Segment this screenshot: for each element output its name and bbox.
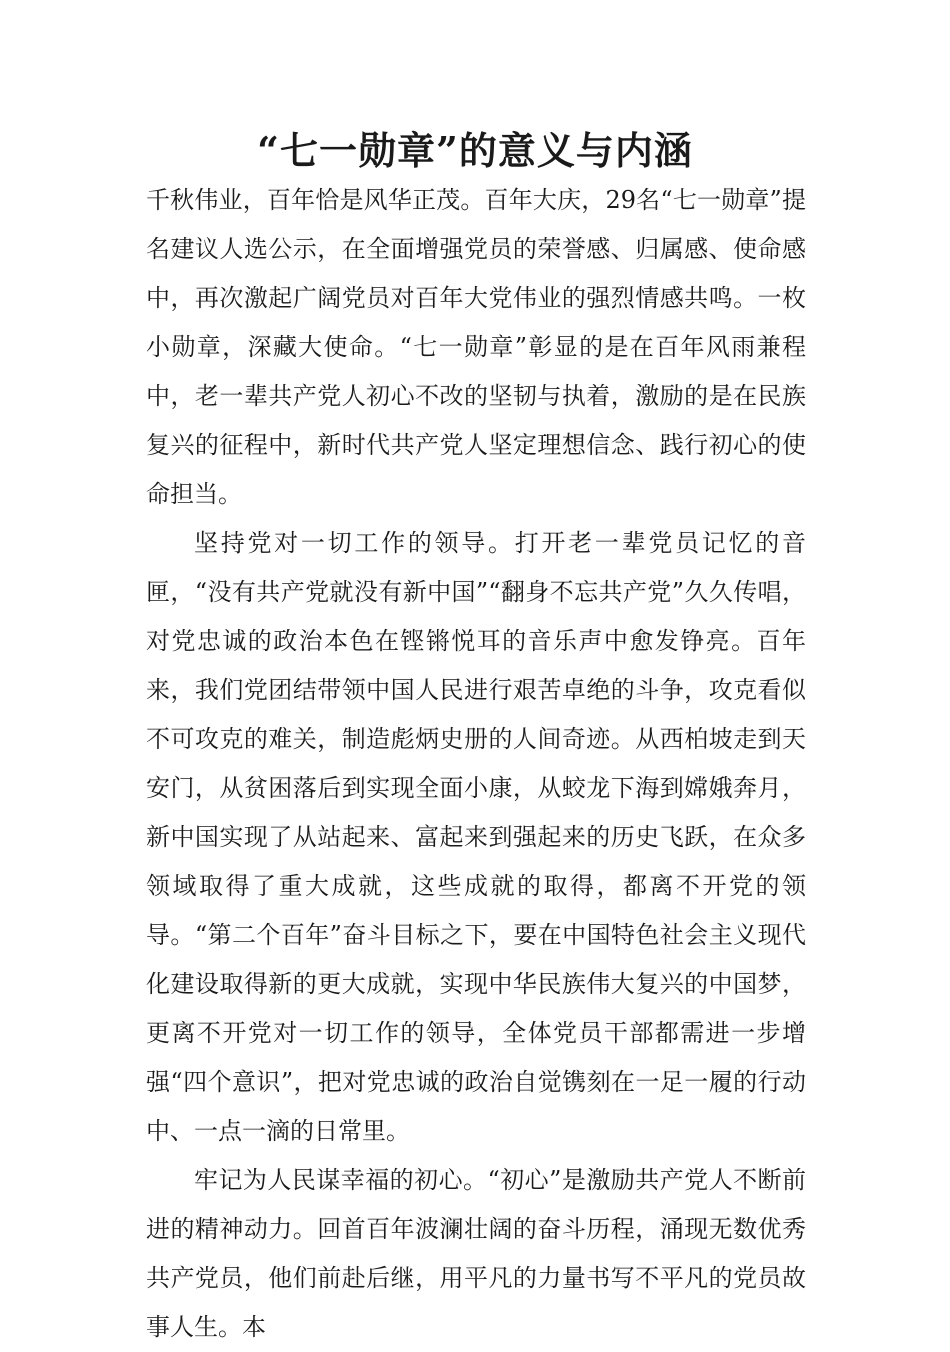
document-title: “七一勋章”的意义与内涵: [257, 128, 693, 173]
paragraph-party-leadership: 坚持党对一切工作的领导。打开老一辈党员记忆的音匣，“没有共产党就没有新中国”“翻身不忘共产党”久久传唱，对党忠诚的政治本色在铿锵悦耳的音乐声中愈发铮亮。百年来，我们党团结带领中国人民进行艰苦卓绝的斗争，攻克看似不可攻克的难关，制造彪炳史册的人间奇迹。从西柏坡走到天安门，从贫困落后到实现全面小康，从蛟龙下海到嫦娥奔月，新中国实现了从站起来、富起来到强起来的历史飞跃，在众多领域取得了重大成就，这些成就的取得，都离不开党的领导。“第二个百年”奋斗目标之下，要在中国特色社会主义现代化建设取得新的更大成就，实现中华民族伟大复兴的中国梦，更离不开党对一切工作的领导，全体党员干部都需进一步增强“四个意识”，把对党忠诚的政治自觉镌刻在一足一履的行动中、一点一滴的日常里。: [146, 529, 806, 1145]
paragraph-original-aspiration: 牢记为人民谋幸福的初心。“初心”是激励共产党人不断前进的精神动力。回首百年波澜壮阔的奋斗历程，涌现无数优秀共产党员，他们前赴后继，用平凡的力量书写不平凡的党员故事人生。本: [146, 1166, 806, 1341]
paragraph-intro: 千秋伟业，百年恰是风华正茂。百年大庆，29名“七一勋章”提名建议人选公示，在全面增强党员的荣誉感、归属感、使命感中，再次激起广阔党员对百年大党伟业的强烈情感共鸣。一枚小勋章，深藏大使命。“七一勋章”彰显的是在百年风雨兼程中，老一辈共产党人初心不改的坚韧与执着，激励的是在民族复兴的征程中，新时代共产党人坚定理想信念、践行初心的使命担当。: [146, 186, 806, 508]
document-body: [146, 176, 806, 1352]
